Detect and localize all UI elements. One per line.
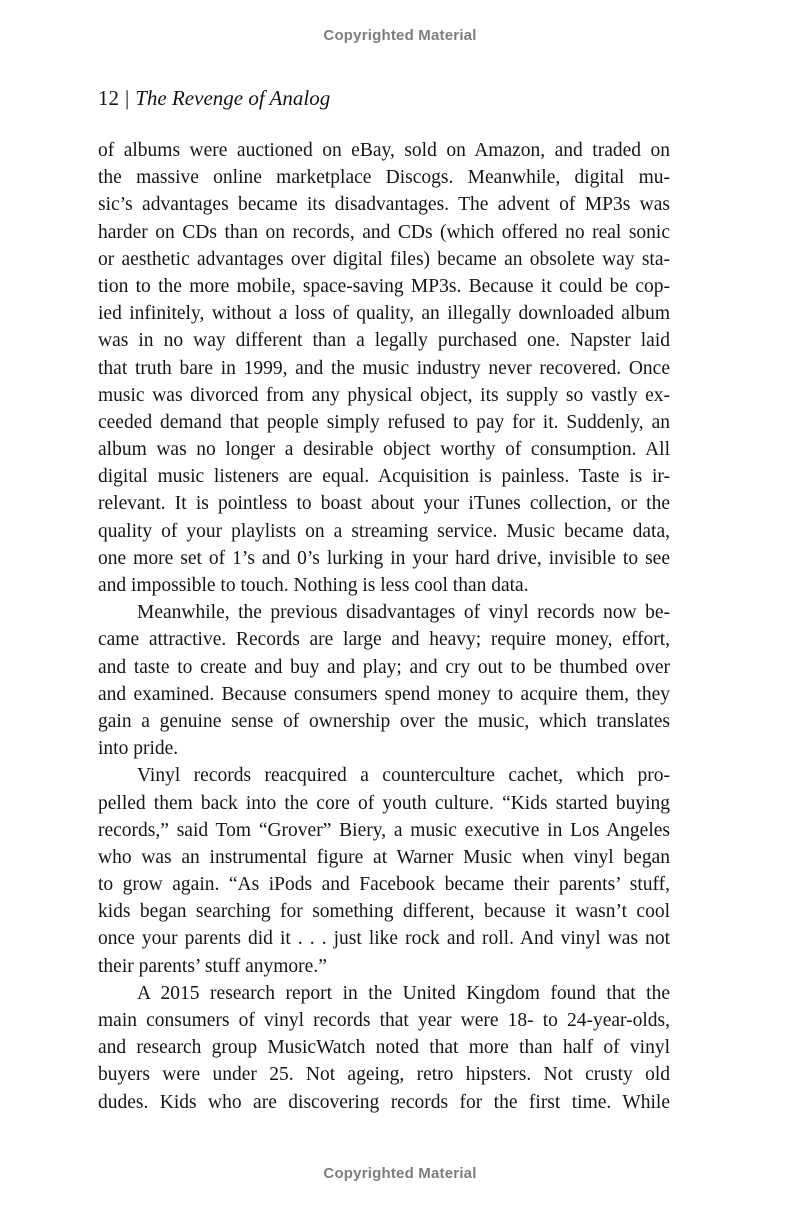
- text-line: one more set of 1’s and 0’s lurking in your hard drive, invisible to see: [98, 547, 670, 569]
- text-line: the massive online marketplace Discogs. Meanwhile, digital mu-: [98, 167, 670, 189]
- text-line: and impossible to touch. Nothing is less cool than data.: [98, 575, 529, 596]
- page-number: 12: [98, 86, 119, 110]
- text-line: and examined. Because consumers spend money to acquire them, they: [98, 683, 670, 705]
- header-separator: |: [125, 86, 130, 110]
- text-line: kids began searching for something different, because it wasn’t cool: [98, 901, 670, 923]
- running-header: [98, 85, 330, 111]
- text-line: gain a genuine sense of ownership over the music, which translates: [98, 710, 670, 732]
- text-line: buyers were under 25. Not ageing, retro hipsters. Not crusty old: [98, 1064, 670, 1086]
- text-line: dudes. Kids who are discovering records for the first time. While: [98, 1091, 670, 1113]
- text-line: tion to the more mobile, space-saving MP3s. Because it could be cop-: [98, 275, 670, 297]
- text-line: of albums were auctioned on eBay, sold on Amazon, and traded on: [98, 140, 670, 161]
- text-line: or aesthetic advantages over digital files) became an obsolete way sta-: [98, 248, 670, 270]
- text-line: ied infinitely, without a loss of quality, an illegally downloaded album: [98, 303, 670, 325]
- text-line: music was divorced from any physical object, its supply so vastly ex-: [98, 384, 670, 406]
- text-line: ceeded demand that people simply refused to pay for it. Suddenly, an: [98, 411, 670, 433]
- text-line: Meanwhile, the previous disadvantages of vinyl records now be-: [137, 602, 670, 624]
- text-line: records,” said Tom “Grover” Biery, a music executive in Los Angeles: [98, 819, 670, 841]
- text-line: main consumers of vinyl records that year were 18- to 24-year-olds,: [98, 1010, 670, 1031]
- text-line: that truth bare in 1999, and the music industry never recovered. Once: [98, 357, 670, 379]
- text-line: album was no longer a desirable object worthy of consumption. All: [98, 439, 670, 461]
- text-line: and research group MusicWatch noted that more than half of vinyl: [98, 1037, 670, 1059]
- text-line: and taste to create and buy and play; and cry out to be thumbed over: [98, 656, 670, 678]
- copyright-watermark-top: Copyrighted Material: [323, 27, 477, 44]
- text-line: once your parents did it . . . just like rock and roll. And vinyl was not: [98, 928, 670, 950]
- text-line: [98, 1116, 670, 1143]
- text-line: to grow again. “As iPods and Facebook became their parents’ stuff,: [98, 874, 670, 896]
- text-line: pelled them back into the core of youth culture. “Kids started buying: [98, 792, 670, 814]
- text-line: A 2015 research report in the United Kingdom found that the: [137, 982, 670, 1004]
- copyright-watermark-bottom: Copyrighted Material: [323, 1165, 477, 1182]
- text-line: harder on CDs than on records, and CDs (which offered no real sonic: [98, 221, 670, 243]
- book-title: The Revenge of Analog: [135, 86, 331, 110]
- text-line: Vinyl records reacquired a counterculture cachet, which pro-: [137, 765, 670, 787]
- text-line: was in no way different than a legally purchased one. Napster laid: [98, 330, 670, 352]
- text-line: who was an instrumental figure at Warner Music when vinyl began: [98, 846, 670, 868]
- text-line: relevant. It is pointless to boast about your iTunes collection, or the: [98, 493, 670, 515]
- text-line: into pride.: [98, 738, 179, 760]
- text-line: quality of your playlists on a streaming service. Music became data,: [98, 520, 670, 542]
- text-line: their parents’ stuff anymore.”: [98, 955, 327, 977]
- text-line: digital music listeners are equal. Acquisition is painless. Taste is ir-: [98, 466, 670, 488]
- text-line: came attractive. Records are large and heavy; require money, effort,: [98, 629, 670, 651]
- text-line: sic’s advantages became its disadvantages. The advent of MP3s was: [98, 194, 670, 216]
- body-text: [98, 137, 670, 1143]
